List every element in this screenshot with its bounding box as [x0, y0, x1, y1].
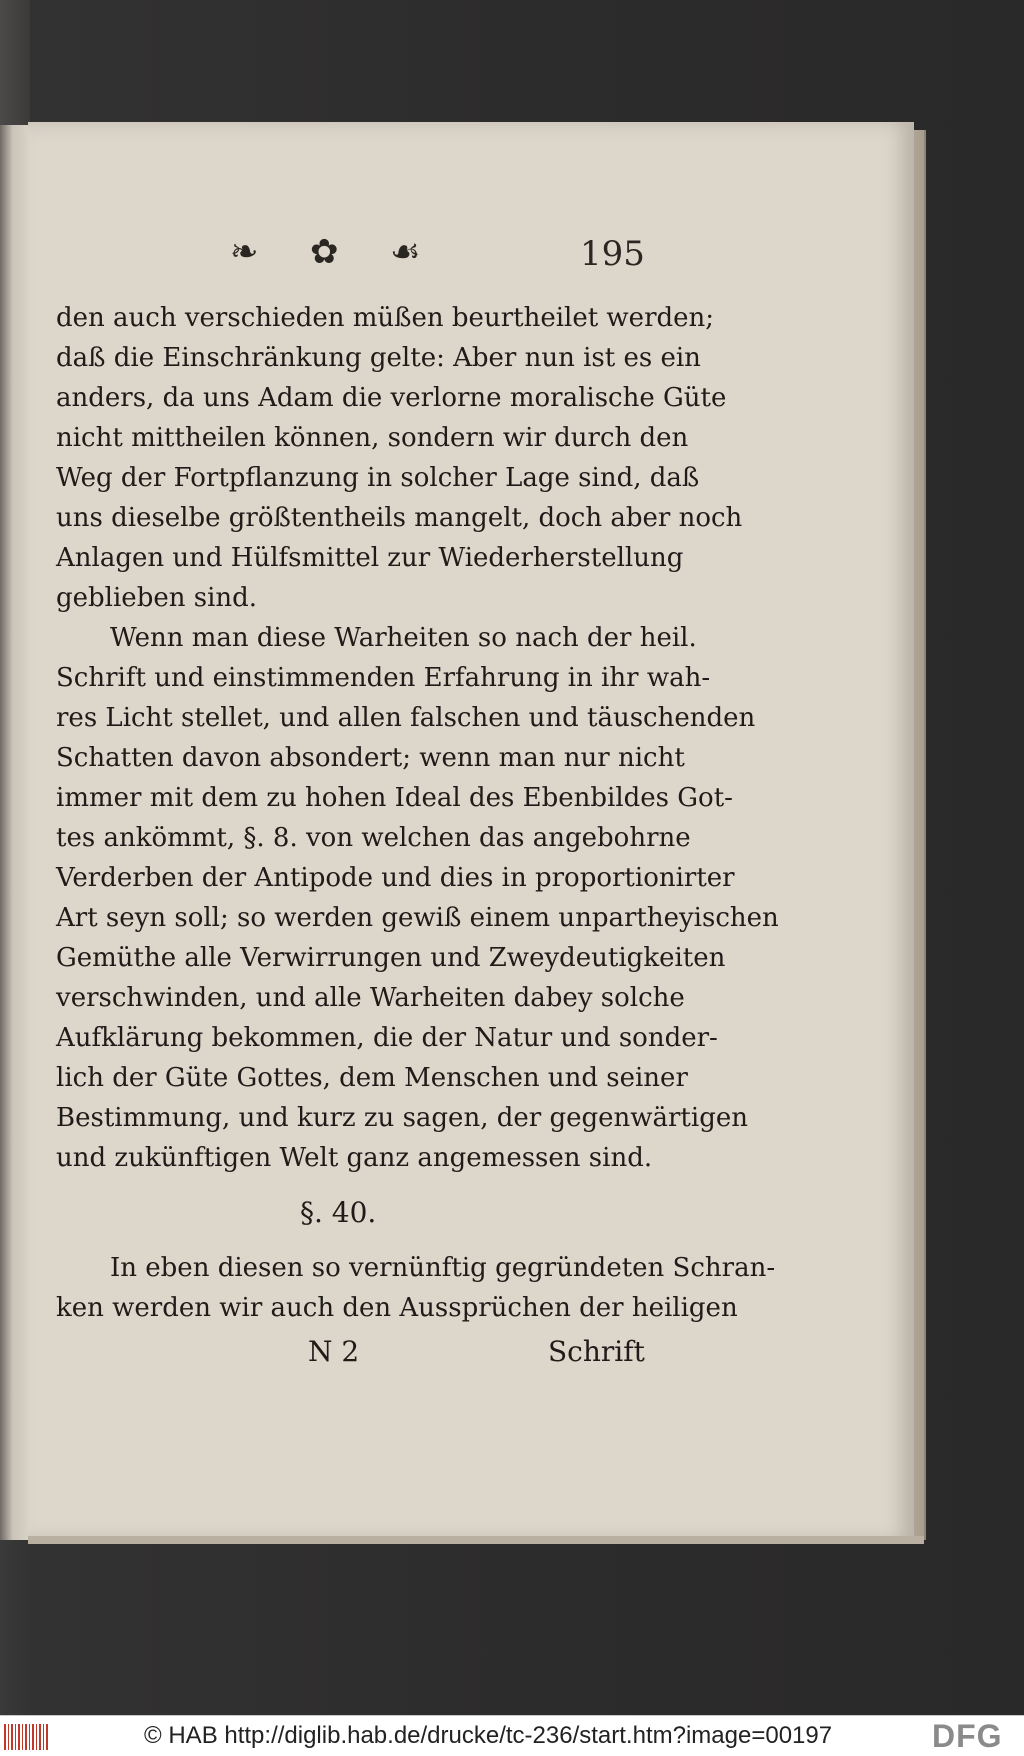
text-line: Schatten davon absondert; wenn man nur nicht: [56, 743, 685, 773]
footer-copyright-link[interactable]: © HAB http://diglib.hab.de/drucke/tc-236/start.htm?image=00197: [144, 1722, 833, 1749]
text-line: daß die Einschränkung gelte: Aber nun ist es ein: [56, 343, 701, 373]
footer-bar: [0, 1715, 1024, 1756]
text-line: Bestimmung, und kurz zu sagen, der gegenwärtigen: [56, 1103, 748, 1133]
text-line: lich der Güte Gottes, dem Menschen und seiner: [56, 1063, 688, 1093]
catchword: Schrift: [548, 1335, 645, 1368]
text-line: und zukünftigen Welt ganz angemessen sind.: [56, 1143, 653, 1173]
text-line: Anlagen und Hülfsmittel zur Wiederherstellung: [56, 543, 684, 573]
text-line: Wenn man diese Warheiten so nach der heil.: [110, 623, 697, 653]
barcode-icon: [4, 1724, 48, 1750]
text-line: ken werden wir auch den Aussprüchen der heiligen: [56, 1293, 738, 1323]
section-heading: §. 40.: [300, 1196, 377, 1229]
text-line: Schrift und einstimmenden Erfahrung in ihr wah-: [56, 663, 711, 693]
signature-mark: N 2: [308, 1335, 360, 1368]
text-line: nicht mittheilen können, sondern wir durch den: [56, 423, 689, 453]
text-line: Art seyn soll; so werden gewiß einem unpartheyischen: [56, 903, 779, 933]
ornament-center-icon: ✿: [310, 232, 339, 272]
body-text-top: [56, 298, 779, 1178]
text-line: Verderben der Antipode und dies in proportionirter: [56, 863, 735, 893]
text-line: Aufklärung bekommen, die der Natur und sonder-: [56, 1023, 718, 1053]
ornament-right-icon: ☙: [390, 232, 421, 272]
text-line: geblieben sind.: [56, 583, 258, 613]
dfg-logo: DFG: [932, 1718, 1003, 1754]
text-line: anders, da uns Adam die verlorne moralische Güte: [56, 383, 727, 413]
text-line: Weg der Fortpflanzung in solcher Lage sind, daß: [56, 463, 700, 493]
text-line: verschwinden, und alle Warheiten dabey solche: [56, 983, 685, 1013]
text-line: res Licht stellet, und allen falschen und täuschenden: [56, 703, 756, 733]
previous-page-edge: [0, 125, 28, 1540]
ornament-left-icon: ❧: [230, 232, 259, 272]
text-line: Gemüthe alle Verwirrungen und Zweydeutigkeiten: [56, 943, 726, 973]
page-number: 195: [580, 234, 645, 274]
text-line: uns dieselbe größtentheils mangelt, doch aber noch: [56, 503, 743, 533]
text-line: tes ankömmt, §. 8. von welchen das angebohrne: [56, 823, 691, 853]
text-line: immer mit dem zu hohen Ideal des Ebenbildes Got-: [56, 783, 733, 813]
page-bottom-edge: [28, 1536, 924, 1544]
body-text-bottom: [56, 1248, 776, 1328]
text-line: In eben diesen so vernünftig gegründeten Schran-: [110, 1253, 776, 1283]
text-line: den auch verschieden müßen beurtheilet werden;: [56, 303, 715, 333]
previous-page-top-shadow: [0, 0, 30, 125]
page-header: [230, 228, 650, 278]
